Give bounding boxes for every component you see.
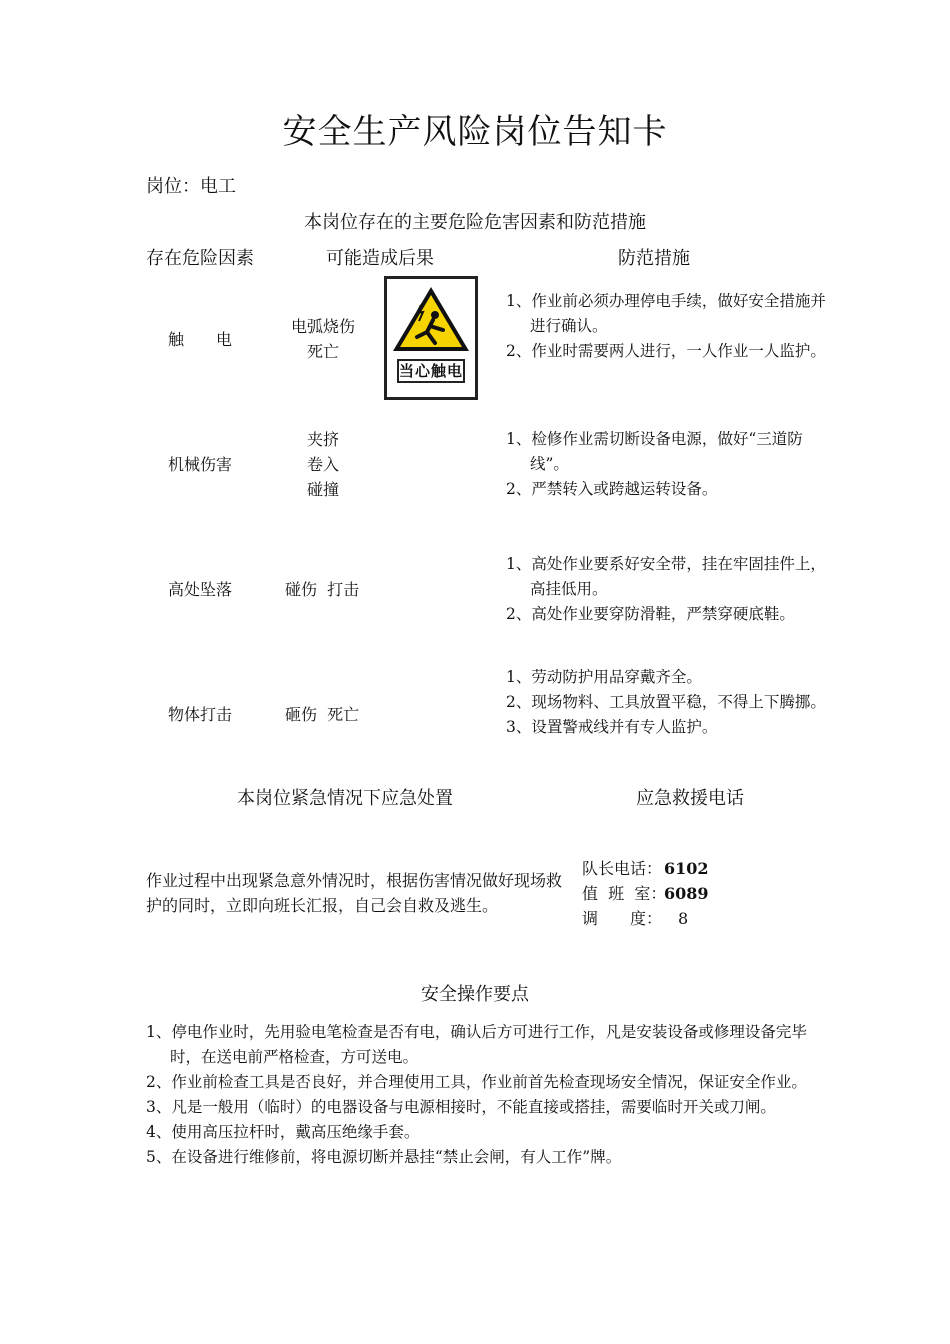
measure-item: 2、高处作业要穿防滑鞋，严禁穿硬底鞋。 — [506, 605, 795, 623]
hazard-name: 高处坠落 — [168, 580, 233, 599]
hazard-measures — [506, 427, 826, 502]
hazard-measures — [506, 552, 826, 627]
consequence-item: 碰伤 打击 — [285, 580, 360, 599]
warning-sign — [384, 276, 478, 400]
measure-item: 2、现场物料、工具放置平稳，不得上下腾挪。 — [506, 693, 826, 711]
measure-item: 2、作业时需要两人进行，一人作业一人监护。 — [506, 342, 826, 360]
measure-item: 1、作业前必须办理停电手续，做好安全措施并进行确认。 — [506, 292, 826, 335]
phone-label: 调 度： — [582, 909, 663, 928]
consequence-item: 卷入 — [306, 455, 339, 474]
phone-row — [582, 906, 709, 931]
measure-item: 1、高处作业要系好安全带，挂在牢固挂件上，高挂低用。 — [506, 555, 826, 598]
consequence-item: 死亡 — [306, 342, 339, 361]
post-label: 岗位：电工 — [146, 176, 236, 197]
safety-ops-item: 4、使用高压拉杆时，戴高压绝缘手套。 — [146, 1123, 420, 1141]
hazard-consequences — [278, 314, 368, 364]
measure-item: 1、劳动防护用品穿戴齐全。 — [506, 668, 702, 686]
emergency-phone-list — [582, 856, 709, 931]
column-header-consequence: 可能造成后果 — [326, 248, 434, 269]
consequence-item: 电弧烧伤 — [290, 317, 355, 336]
safety-ops-item: 5、在设备进行维修前，将电源切断并悬挂“禁止会闸，有人工作”牌。 — [146, 1148, 622, 1166]
hazard-name: 物体打击 — [168, 705, 233, 724]
measure-item: 3、设置警戒线并有专人监护。 — [506, 718, 718, 736]
phone-number: 6089 — [664, 884, 709, 903]
measure-item: 2、严禁转入或跨越运转设备。 — [506, 480, 718, 498]
warning-sign-label: 当心触电 — [397, 359, 465, 383]
phone-number: 8 — [678, 909, 689, 928]
page-title: 安全生产风险岗位告知卡 — [282, 112, 668, 152]
column-header-hazard: 存在危险因素 — [146, 248, 254, 269]
consequence-item: 碰撞 — [306, 480, 339, 499]
phone-label: 队长电话： — [582, 859, 663, 878]
safety-ops-list — [146, 1020, 810, 1170]
safety-ops-item: 2、作业前检查工具是否良好，并合理使用工具，作业前首先检查现场安全情况，保证安全作业。 — [146, 1073, 807, 1091]
consequence-item: 砸伤 死亡 — [285, 705, 360, 724]
hazard-section-heading: 本岗位存在的主要危险危害因素和防范措施 — [304, 212, 646, 233]
phone-label: 值 班 室： — [582, 884, 667, 903]
hazard-consequences — [278, 427, 368, 502]
safety-ops-item: 1、停电作业时，先用验电笔检查是否有电，确认后方可进行工作，凡是安装设备或修理设备完毕时，在送电前严格检查，方可送电。 — [146, 1023, 807, 1066]
phone-row — [582, 881, 709, 906]
hazard-measures — [506, 665, 826, 740]
safety-ops-item: 3、凡是一般用（临时）的电器设备与电源相接时，不能直接或搭挂，需要临时开关或刀闸。 — [146, 1098, 776, 1116]
emergency-phone-heading: 应急救援电话 — [636, 788, 744, 809]
hazard-name: 机械伤害 — [168, 455, 233, 474]
electric-shock-warning-icon — [387, 279, 475, 359]
consequence-item: 夹挤 — [306, 430, 339, 449]
emergency-procedure-text: 作业过程中出现紧急意外情况时，根据伤害情况做好现场救护的同时，立即向班长汇报，自己会自救及逃生。 — [146, 871, 563, 915]
hazard-measures — [506, 289, 826, 364]
safety-ops-heading: 安全操作要点 — [421, 984, 529, 1005]
phone-row — [582, 856, 709, 881]
column-header-measures: 防范措施 — [618, 248, 690, 269]
hazard-name: 触 电 — [168, 330, 233, 349]
measure-item: 1、检修作业需切断设备电源，做好“三道防线”。 — [506, 430, 803, 473]
phone-number: 6102 — [664, 859, 709, 878]
emergency-heading: 本岗位紧急情况下应急处置 — [237, 788, 453, 809]
